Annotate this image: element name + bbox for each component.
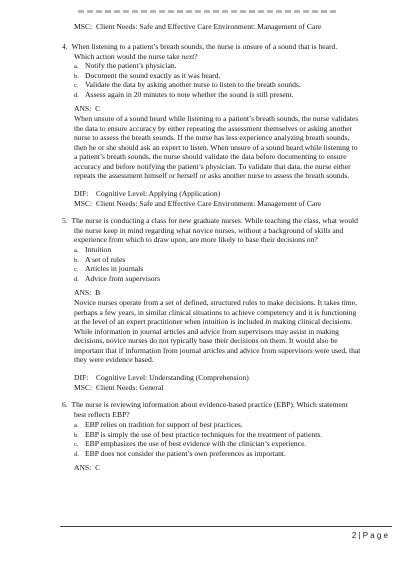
question-6-option-a: a. EBP relies on tradition for support of best practices. — [74, 420, 243, 429]
question-6-option-c: c. EBP emphasizes the use of best evidence with the clinician’s experience. — [74, 439, 307, 448]
rationale-line: the data to ensure accuracy by either repeating the assessment themselves or asking another — [74, 123, 353, 133]
rationale-line: a patient’s breath sounds, the nurse should validate the data before documenting to ensure — [74, 152, 347, 161]
question-4-option-b: b. Document the sound exactly as it was heard. — [74, 70, 221, 80]
cropped-text-line — [78, 10, 338, 13]
rationale-line: accuracy and before notifying the patient’s physician. To validate that data, the nurse either — [74, 161, 351, 171]
rationale-line: Novice nurses operate from a set of defined, structured rules to make decisions. It takes time, — [74, 298, 357, 307]
question-6-stem-line: best reflects EBP? — [74, 409, 130, 419]
question-5-option-d: d. Advice from supervisors — [74, 273, 161, 283]
question-6-option-b: b. EBP is simply the use of best practice techniques for the treatment of patients. — [74, 429, 323, 439]
question-5-difficulty: DIF: Cognitive Level: Understanding (Comprehension) — [74, 373, 249, 382]
question-4-stem-line: 4. When listening to a patient’s breath sounds, the nurse is unsure of a sound that is heard. — [62, 42, 338, 51]
rationale-line: nurse to assess the breath sounds. If the nurse has less experience analyzing breath sounds, — [74, 133, 350, 142]
footer-divider — [60, 526, 392, 527]
question-5-option-c: c. Articles in journals — [74, 264, 144, 273]
question-5-msc: MSC: Client Needs: General — [74, 382, 164, 392]
question-4-stem-line: Which action would the nurse take next? — [74, 51, 198, 61]
question-4-option-d: d. Assess again in 20 minutes to note whether the sound is still present. — [74, 89, 294, 99]
page-number: 2 | P a g e — [351, 531, 388, 540]
rationale-line: at the level of an expert practitioner when intuition is included in making clinical decisions. — [74, 317, 353, 326]
rationale-line: While information in journal articles and advice from supervisors may assist in making — [74, 326, 339, 336]
emphasis-next: next — [181, 51, 195, 61]
rationale-line: then he or she should ask an expert to listen. When unsure of a sound heard while listening to — [74, 142, 358, 152]
question-4-option-a: a. Notify the patient’s physician. — [74, 61, 177, 70]
question-5-stem-line: experience from which to draw upon, are more likely to base their decisions on? — [74, 235, 318, 244]
rationale-line: important that if information from journal articles and advice from supervisors were used, that — [74, 345, 361, 355]
question-6-answer: ANS: C — [74, 463, 101, 472]
question-5-stem-line: the nurse keep in mind regarding what novice nurses, without a background of skills and — [74, 225, 344, 235]
question-5-stem-line: 5. The nurse is conducting a class for new graduate nurses. While teaching the class, what would — [62, 216, 358, 225]
rationale-line: perhaps a few years, in similar clinical situations to achieve competency and it is functioning — [74, 307, 357, 317]
rationale-line: they were evidence based. — [74, 355, 154, 364]
question-5-answer: ANS: B — [74, 288, 101, 297]
question-4-difficulty: DIF: Cognitive Level: Applying (Application) — [74, 189, 221, 198]
question-5-option-a: a. Intuition — [74, 245, 112, 254]
rationale-line: repeats the assessment himself or herself or asks another nurse to assess the breath sounds. — [74, 171, 350, 180]
question-6-stem-line: 6. The nurse is reviewing information about evidence-based practice (EBP). Which statement — [62, 400, 348, 409]
rationale-line: decisions, novice nurses do not typically base their decisions on them. It would also be — [74, 336, 338, 345]
question-6-option-d: d. EBP does not consider the patient’s own preferences as important. — [74, 448, 286, 458]
question-5-option-b: b. A set of rules — [74, 254, 126, 264]
question-4-answer: ANS: C — [74, 104, 101, 113]
question-4-option-c: c. Validate the data by asking another nurse to listen to the breath sounds. — [74, 80, 301, 89]
msc-line: MSC: Client Needs: Safe and Effective Care Environment: Management of Care — [74, 22, 322, 31]
question-4-msc: MSC: Client Needs: Safe and Effective Care Environment: Management of Care — [74, 198, 322, 208]
rationale-line: When unsure of a sound heard while listening to a patient’s breath sounds, the nurse validates — [74, 114, 359, 123]
